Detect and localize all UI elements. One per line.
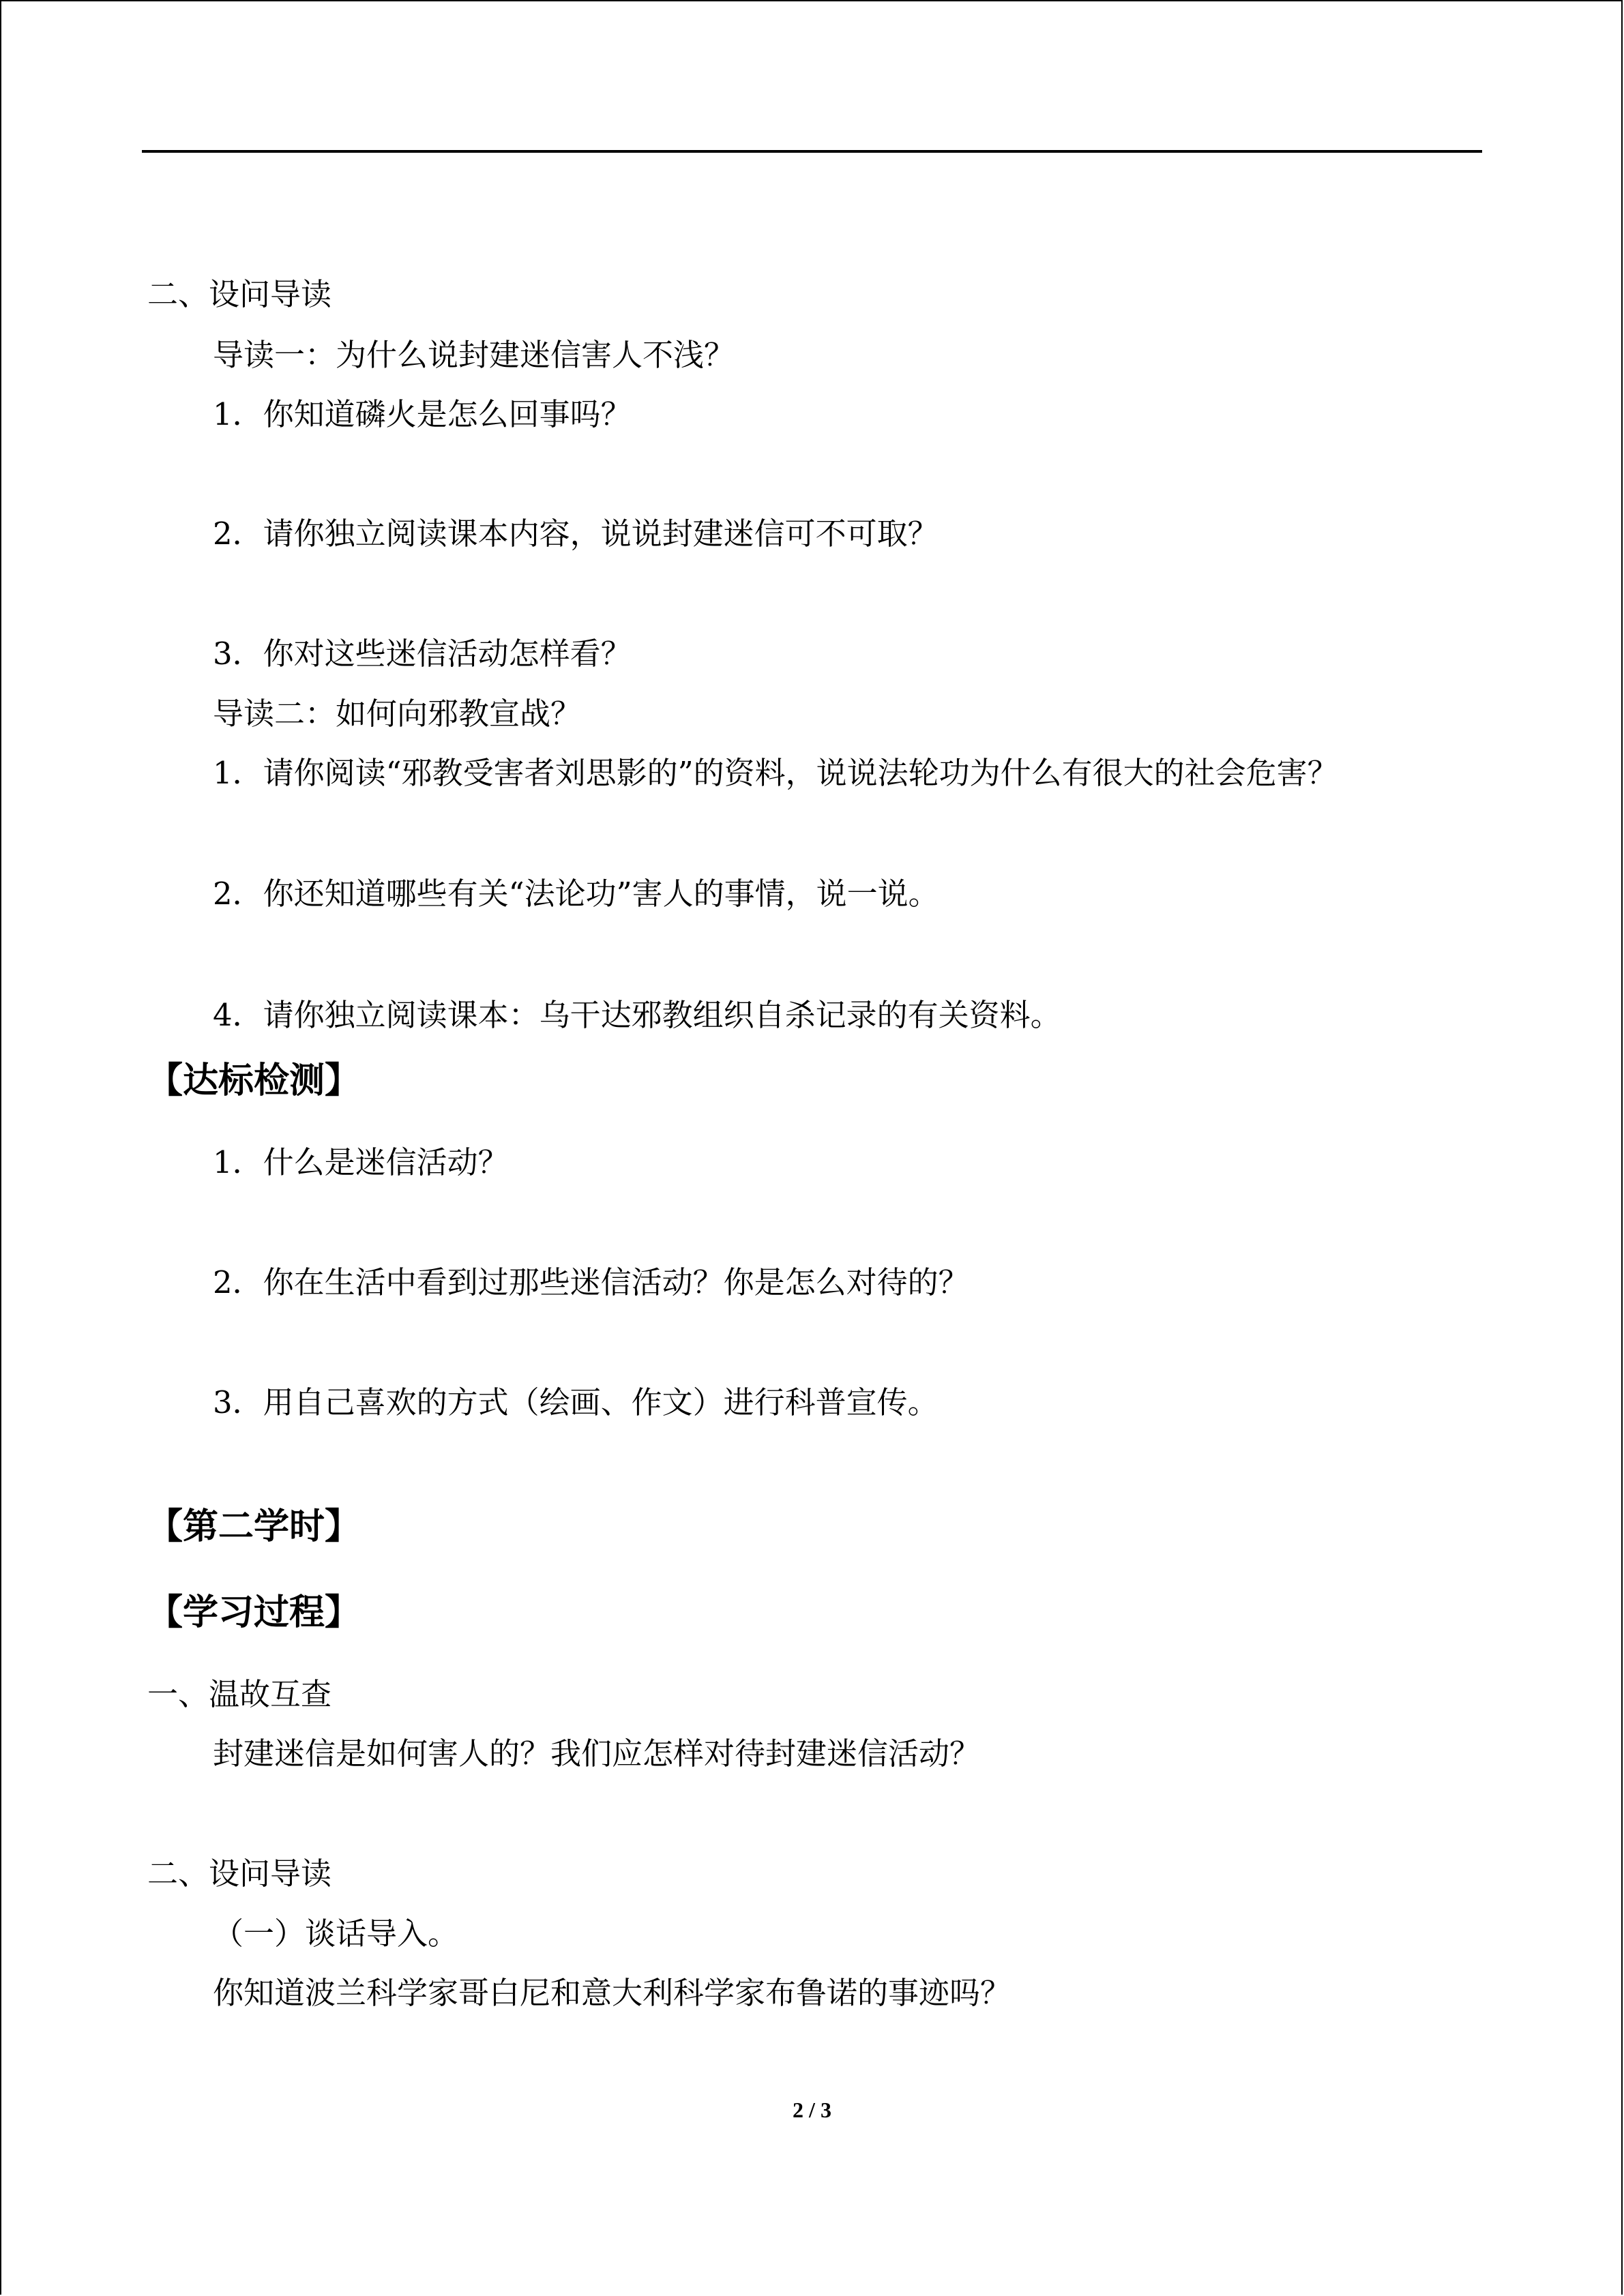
guide-one-title: 导读一：为什么说封建迷信害人不浅？ <box>213 337 735 373</box>
page-number: 2 / 3 <box>793 2098 831 2122</box>
review-title: 一、温故互查 <box>147 1676 332 1712</box>
assessment-question-2: 2．你在生活中看到过那些迷信活动？你是怎么对待的？ <box>213 1264 969 1300</box>
section-title-guided-reading: 二、设问导读 <box>147 276 332 312</box>
talk-intro-question: 你知道波兰科学家哥白尼和意大利科学家布鲁诺的事迹吗？ <box>213 1975 1012 2011</box>
header-rule <box>142 150 1482 153</box>
guide-one-question-3: 3．你对这些迷信活动怎样看？ <box>213 636 632 672</box>
review-question: 封建迷信是如何害人的？我们应怎样对待封建迷信活动？ <box>213 1735 981 1772</box>
guide-two-question-1: 1．请你阅读“邪教受害者刘思影的”的资料，说说法轮功为什么有很大的社会危害？ <box>213 755 1338 791</box>
guided-reading-title-2: 二、设问导读 <box>147 1855 332 1892</box>
learning-process-heading: 【学习过程】 <box>147 1592 361 1633</box>
guide-one-question-1: 1．你知道磷火是怎么回事吗？ <box>213 396 632 432</box>
second-period-heading: 【第二学时】 <box>147 1506 361 1547</box>
guide-two-question-2: 2．你还知道哪些有关“法论功”害人的事情，说一说。 <box>213 876 939 912</box>
assessment-heading: 【达标检测】 <box>147 1060 361 1101</box>
guide-two-title: 导读二：如何向邪教宣战？ <box>213 696 582 732</box>
assessment-question-3: 3．用自己喜欢的方式（绘画、作文）进行科普宣传。 <box>213 1384 939 1420</box>
guide-two-question-4: 4．请你独立阅读课本：乌干达邪教组织自杀记录的有关资料。 <box>213 997 1061 1033</box>
assessment-question-1: 1．什么是迷信活动？ <box>213 1144 509 1180</box>
talk-intro: （一）谈话导入。 <box>213 1915 459 1952</box>
guide-one-question-2: 2．请你独立阅读课本内容，说说封建迷信可不可取？ <box>213 516 939 552</box>
